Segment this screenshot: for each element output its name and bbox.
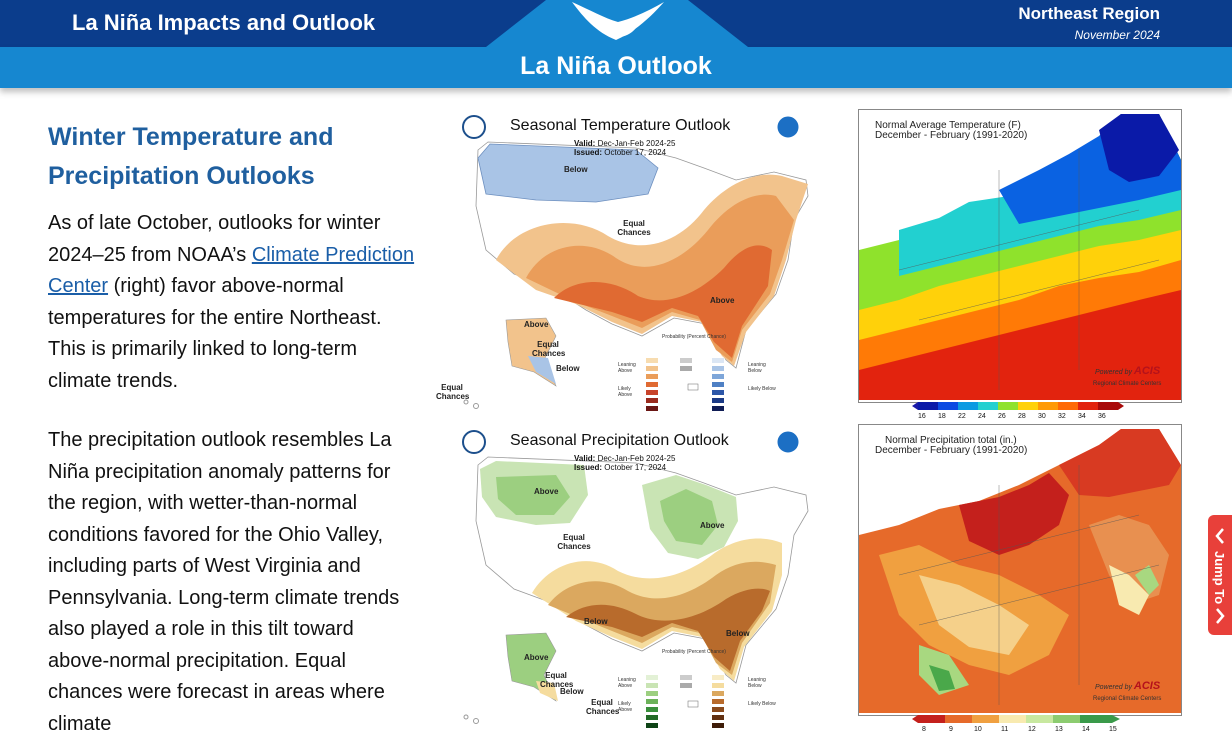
- valid-value: Dec-Jan-Feb 2024-25: [597, 454, 676, 463]
- temp-tick: 28: [1018, 413, 1026, 420]
- temp-label-above: Above: [710, 296, 735, 305]
- page-title: La Niña Outlook: [520, 52, 712, 80]
- temp-colorbar-ticks: [918, 413, 1128, 423]
- region-label: Northeast Region: [1018, 4, 1160, 23]
- temp-legend-likely-below: Likely Below: [748, 386, 776, 392]
- normal-precipitation-map: [858, 424, 1182, 716]
- precip-legend-likely-below: Likely Below: [748, 701, 776, 707]
- normal-temp-title-2: December - February (1991-2020): [875, 130, 1028, 141]
- normal-temperature-map: [858, 109, 1182, 403]
- precip-ak-above: Above: [524, 653, 549, 662]
- cpc-link[interactable]: Climate Prediction Center: [48, 243, 415, 297]
- temp-tick: 26: [998, 413, 1006, 420]
- precip-label-above-nw: Above: [534, 487, 559, 496]
- normal-precip-title-2: December - February (1991-2020): [875, 445, 1028, 456]
- precipitation-outlook-map: [436, 425, 812, 730]
- paragraph-2: The precipitation outlook resembles La Niña precipitation anomaly patterns for the region, with wetter-than-normal conditions favored for the Ohio Valley, including parts of West Virginia and Pennsylvania. Long-term climate trends also played a role in this tilt toward above-normal precipitation. Equal chances were forecast in areas where climate: [48, 429, 400, 735]
- valid-label: Valid:: [574, 139, 596, 148]
- temp-label-equal: Equal Chances: [617, 219, 651, 237]
- paragraph-1: [48, 208, 418, 397]
- issued-label: Issued:: [574, 148, 603, 157]
- temp-outlook-valid: [574, 139, 675, 148]
- precip-tick: 9: [949, 726, 953, 733]
- precip-legend-likely-above: Likely Above: [618, 701, 633, 713]
- chevron-up-icon: [1214, 527, 1226, 545]
- precip-ak-equal: Equal Chances: [540, 671, 574, 689]
- issued-value: October 17, 2024: [604, 148, 667, 157]
- temp-label-below: Below: [564, 165, 588, 174]
- precip-outlook-title: Seasonal Precipitation Outlook: [510, 432, 729, 449]
- temp-hi-equal: Equal Chances: [436, 383, 470, 401]
- temp-outlook-issued: [574, 148, 666, 157]
- precip-tick: 15: [1109, 726, 1117, 733]
- issued-value: October 17, 2024: [604, 463, 667, 472]
- article: [48, 118, 418, 740]
- normal-temp-title-1: Normal Average Temperature (F): [875, 120, 1021, 131]
- precip-tick: 13: [1055, 726, 1063, 733]
- temp-tick: 22: [958, 413, 966, 420]
- precip-hi-equal: Equal Chances: [586, 698, 620, 716]
- acis-logo-precip: [1095, 680, 1160, 692]
- precip-legend-title: Probability (Percent Chance): [662, 649, 726, 655]
- powered-by: Powered by: [1095, 369, 1132, 376]
- temperature-outlook-map: [436, 110, 812, 412]
- jump-to-label: Jump To: [1212, 551, 1227, 605]
- precip-label-below: Below: [584, 617, 608, 626]
- noaa-logo-icon: [777, 431, 799, 453]
- precip-label-above-ne: Above: [700, 521, 725, 530]
- temp-ak-above: Above: [524, 320, 549, 329]
- precip-tick: 8: [922, 726, 926, 733]
- date-label: November 2024: [1074, 28, 1160, 42]
- temp-tick: 36: [1098, 413, 1106, 420]
- section-heading: Winter Temperature and Precipitation Outlooks: [48, 123, 334, 190]
- site-title[interactable]: La Niña Impacts and Outlook: [72, 10, 376, 35]
- temp-legend-title: Probability (Percent Chance): [662, 334, 726, 340]
- precip-outlook-valid: [574, 454, 675, 463]
- temp-tick: 18: [938, 413, 946, 420]
- precip-label-below-se: Below: [726, 629, 750, 638]
- precip-tick: 12: [1028, 726, 1036, 733]
- temp-legend-leaning-above: Leaning Above: [618, 362, 636, 374]
- temp-tick: 30: [1038, 413, 1046, 420]
- acis-wordmark: ACIS: [1133, 680, 1161, 692]
- precip-tick: 11: [1001, 726, 1009, 733]
- acis-logo-temp: [1095, 365, 1160, 377]
- chevron-down-icon: [1214, 607, 1226, 625]
- jump-to-button[interactable]: [1208, 515, 1232, 635]
- precip-tick: 10: [974, 726, 982, 733]
- rcc-label-temp: Regional Climate Centers: [1093, 381, 1162, 387]
- temp-ak-equal: Equal Chances: [532, 340, 566, 358]
- temp-tick: 32: [1058, 413, 1066, 420]
- precip-ak-below: Below: [560, 687, 584, 696]
- temp-tick: 16: [918, 413, 926, 420]
- normal-precipitation-graphic: [859, 425, 1181, 713]
- issued-label: Issued:: [574, 463, 603, 472]
- bird-logo-icon[interactable]: [570, 0, 666, 46]
- temp-tick: 34: [1078, 413, 1086, 420]
- precip-tick: 14: [1082, 726, 1090, 733]
- precip-outlook-issued: [574, 463, 666, 472]
- temp-legend-leaning-below: Leaning Below: [748, 362, 766, 374]
- commerce-seal-icon: [463, 116, 485, 138]
- para1-text-end: (right) favor above-normal temperatures for the entire Northeast. This is primarily linked to long-term climate trends.: [48, 275, 382, 392]
- temp-legend-likely-above: Likely Above: [618, 386, 633, 398]
- temp-tick: 24: [978, 413, 986, 420]
- temp-ak-below: Below: [556, 364, 580, 373]
- precip-legend-leaning-below: Leaning Below: [748, 677, 766, 689]
- valid-label: Valid:: [574, 454, 596, 463]
- page-title-bar: [0, 47, 1232, 88]
- precip-legend-leaning-above: Leaning Above: [618, 677, 636, 689]
- precip-colorbar: [912, 715, 1124, 725]
- powered-by: Powered by: [1095, 684, 1132, 691]
- acis-wordmark: ACIS: [1133, 365, 1161, 377]
- precip-colorbar-ticks: [922, 726, 1122, 736]
- normal-precip-title-1: Normal Precipitation total (in.): [885, 435, 1017, 446]
- commerce-seal-icon: [463, 431, 485, 453]
- valid-value: Dec-Jan-Feb 2024-25: [597, 139, 676, 148]
- precip-label-equal: Equal Chances: [557, 533, 591, 551]
- rcc-label-precip: Regional Climate Centers: [1093, 696, 1162, 702]
- temp-outlook-title: Seasonal Temperature Outlook: [510, 117, 731, 134]
- para1-text: As of late October, outlooks for winter 2024–25 from NOAA’s: [48, 212, 381, 266]
- noaa-logo-icon: [777, 116, 799, 138]
- normal-temperature-graphic: [859, 110, 1181, 400]
